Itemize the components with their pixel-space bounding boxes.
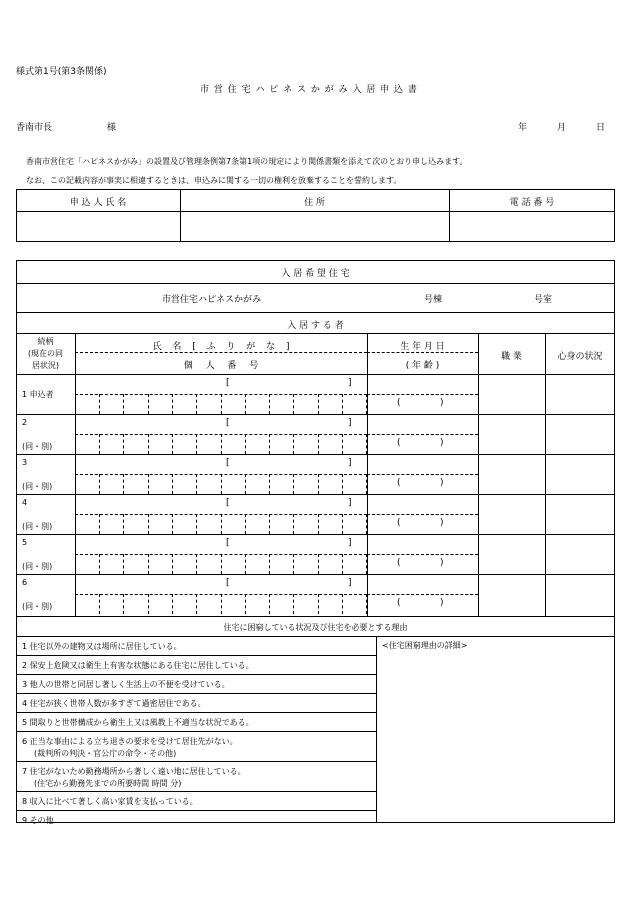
reason-item[interactable]: 1 住宅以外の建物又は場所に居住している。 — [22, 642, 182, 651]
reason-item[interactable]: 8 収入に比べて著しく高い家賃を支払っている。 — [22, 797, 198, 806]
age-bracket-close: ) — [440, 478, 444, 488]
year-label: 年 — [518, 123, 528, 133]
reason-detail-field[interactable] — [377, 654, 614, 822]
cohabitation-status[interactable]: (同・別) — [22, 522, 53, 531]
resident-row-number: 6 — [22, 578, 28, 587]
age-header: ( 年 齢 ) — [405, 361, 440, 371]
form-title: 市 営 住 宅 ハ ピ ネ ス か が み 入 居 申 込 書 — [200, 85, 418, 95]
reason-item[interactable]: 2 保安上危険又は衛生上有害な状態にある住宅に居住している。 — [22, 661, 254, 670]
reason-item[interactable]: 9 その他 — [22, 816, 54, 825]
age-bracket-open: ( — [397, 598, 401, 608]
age-bracket-close: ) — [440, 398, 444, 408]
occupation-field[interactable] — [479, 575, 544, 613]
reason-item[interactable]: 6 正当な事由による立ち退きの要求を受けて居住先がない。 — [22, 737, 238, 746]
cohabitation-status[interactable]: (同・別) — [22, 442, 53, 451]
day-label: 日 — [596, 123, 606, 133]
birthdate-field[interactable] — [368, 455, 477, 473]
age-bracket-close: ) — [440, 598, 444, 608]
personal-number-header: 個 人 番 号 — [183, 361, 259, 371]
resident-row-number: 3 — [22, 458, 28, 467]
occupation-header: 職 業 — [501, 352, 522, 362]
relation-header-2: (現在の同 — [27, 349, 64, 358]
furigana-bracket-open: [ — [226, 538, 230, 548]
health-status-field[interactable] — [546, 575, 614, 613]
occupation-field[interactable] — [479, 375, 544, 413]
intro-line-2: なお、この記載内容が事実に相違するときは、申込みに関する一切の権利を放棄することを誓約します。 — [26, 176, 402, 185]
furigana-bracket-open: [ — [226, 498, 230, 508]
reason-item[interactable]: 7 住宅がないため勤務場所から著しく遠い地に居住している。 — [22, 767, 246, 776]
relation-header-1: 続柄 — [37, 337, 54, 346]
furigana-bracket-close: ] — [348, 418, 352, 428]
reason-detail-header: <住宅困窮理由の詳細> — [382, 641, 468, 650]
occupation-field[interactable] — [479, 535, 544, 573]
health-status-header: 心身の状況 — [557, 352, 603, 362]
reason-item[interactable]: 4 住宅が狭く世帯人数が多すぎて過密居住である。 — [22, 699, 206, 708]
name-furigana-field[interactable] — [76, 575, 366, 593]
cohabitation-status[interactable]: (同・別) — [22, 602, 53, 611]
furigana-bracket-close: ] — [348, 458, 352, 468]
furigana-bracket-open: [ — [226, 458, 230, 468]
applicant-address-field[interactable] — [181, 212, 448, 241]
applicant-name-field[interactable] — [17, 212, 179, 241]
applicant-address-header: 住 所 — [304, 198, 325, 208]
residents-section-title: 入 居 す る 者 — [287, 321, 344, 331]
birthdate-field[interactable] — [368, 495, 477, 513]
resident-row-number: 2 — [22, 418, 28, 427]
age-bracket-open: ( — [397, 438, 401, 448]
age-bracket-open: ( — [397, 558, 401, 568]
health-status-field[interactable] — [546, 495, 614, 533]
name-furigana-field[interactable] — [76, 495, 366, 513]
birthdate-field[interactable] — [368, 535, 477, 553]
birthdate-header: 生 年 月 日 — [400, 342, 445, 352]
reasons-section-title: 住宅に困窮している状況及び住宅を必要とする理由 — [223, 623, 408, 632]
name-furigana-field[interactable] — [76, 375, 366, 393]
housing-name: 市営住宅ハピネスかがみ — [162, 295, 262, 305]
reason-item-note: (裁判所の判決・官公庁の命令・その他) — [34, 749, 177, 758]
resident-row-number: 5 — [22, 538, 28, 547]
cohabitation-status[interactable]: (同・別) — [22, 482, 53, 491]
furigana-bracket-open: [ — [226, 418, 230, 428]
building-label: 号棟 — [424, 295, 443, 305]
addressee-honorific: 様 — [107, 123, 117, 133]
birthdate-field[interactable] — [368, 575, 477, 593]
age-bracket-open: ( — [397, 518, 401, 528]
furigana-bracket-close: ] — [348, 538, 352, 548]
housing-section-title: 入 居 希 望 住 宅 — [281, 269, 350, 279]
cohabitation-status[interactable]: (同・別) — [22, 562, 53, 571]
age-bracket-open: ( — [397, 398, 401, 408]
furigana-bracket-open: [ — [226, 378, 230, 388]
age-bracket-close: ) — [440, 518, 444, 528]
month-label: 月 — [557, 123, 567, 133]
health-status-field[interactable] — [546, 375, 614, 413]
name-furigana-field[interactable] — [76, 535, 366, 553]
applicant-phone-header: 電 話 番 号 — [509, 198, 555, 208]
addressee: 香南市長 — [16, 123, 53, 133]
furigana-bracket-close: ] — [348, 578, 352, 588]
intro-line-1: 香南市営住宅「ハピネスかがみ」の設置及び管理条例第7条第1項の規定により関係書類を添えて次のとおり申し込みます。 — [26, 157, 468, 166]
reason-item-note: (住宅から勤務先までの所要時間 時間 分) — [34, 779, 182, 788]
name-furigana-header: 氏 名 [ ふ り が な ] — [152, 342, 290, 352]
age-bracket-open: ( — [397, 478, 401, 488]
reason-item[interactable]: 3 他人の世帯と同居し著しく生活上の不便を受けている。 — [22, 680, 230, 689]
health-status-field[interactable] — [546, 455, 614, 493]
age-bracket-close: ) — [440, 558, 444, 568]
room-label: 号室 — [534, 295, 553, 305]
applicant-phone-field[interactable] — [450, 212, 614, 241]
resident-row-number: 1 申込者 — [22, 390, 54, 399]
furigana-bracket-open: [ — [226, 578, 230, 588]
reason-item[interactable]: 5 間取りと世帯構成から衛生上又は風教上不適当な状況である。 — [22, 718, 254, 727]
form-number: 様式第1号(第3条関係) — [16, 67, 107, 77]
furigana-bracket-close: ] — [348, 498, 352, 508]
age-bracket-close: ) — [440, 438, 444, 448]
furigana-bracket-close: ] — [348, 378, 352, 388]
occupation-field[interactable] — [479, 495, 544, 533]
occupation-field[interactable] — [479, 415, 544, 453]
birthdate-field[interactable] — [368, 415, 477, 433]
occupation-field[interactable] — [479, 455, 544, 493]
birthdate-field[interactable] — [368, 375, 477, 393]
health-status-field[interactable] — [546, 415, 614, 453]
name-furigana-field[interactable] — [76, 455, 366, 473]
relation-header-3: 居状況) — [31, 361, 60, 370]
name-furigana-field[interactable] — [76, 415, 366, 433]
health-status-field[interactable] — [546, 535, 614, 573]
applicant-name-header: 申 込 人 氏 名 — [69, 198, 127, 208]
resident-row-number: 4 — [22, 498, 28, 507]
